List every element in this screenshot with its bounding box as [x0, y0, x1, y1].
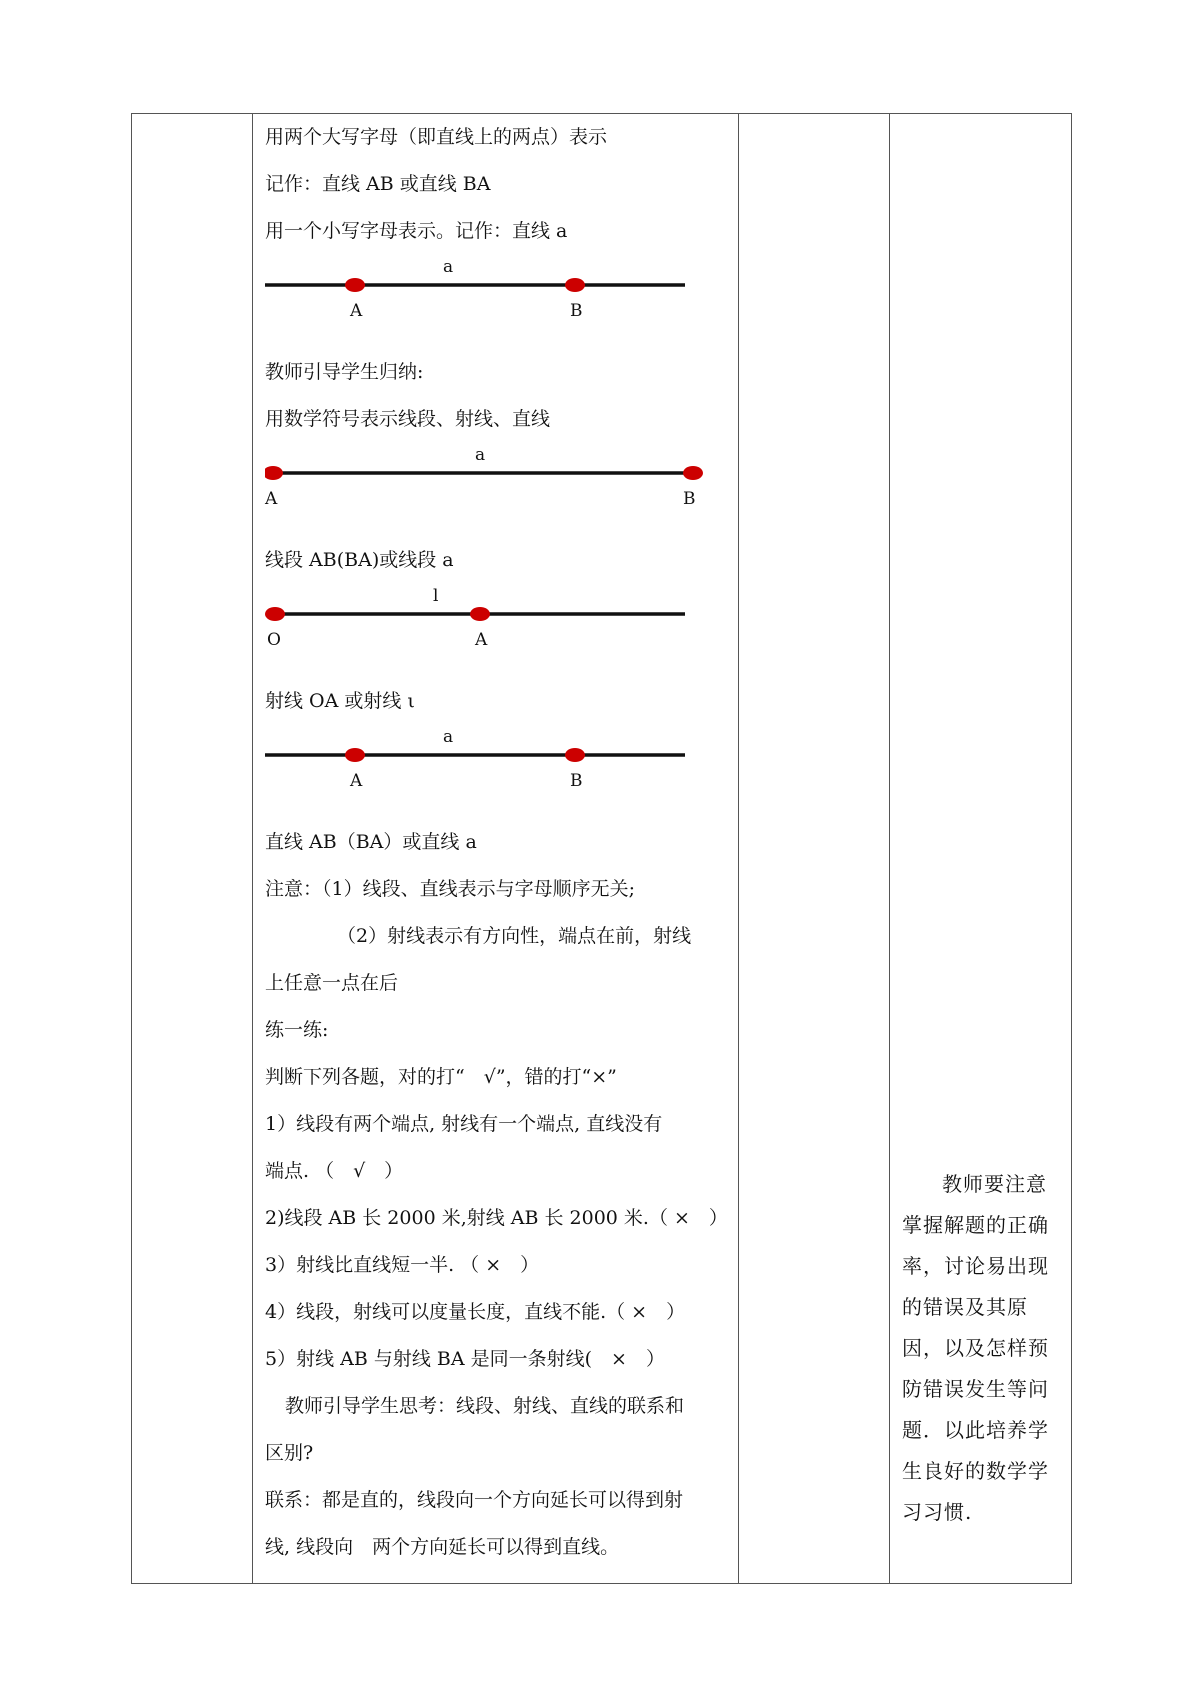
practice-item: 4）线段，射线可以度量长度，直线不能.（ × ） — [265, 1301, 686, 1323]
practice-item: 2)线段 AB 长 2000 米,射线 AB 长 2000 米.（ × ） — [265, 1207, 728, 1229]
line-label: a — [443, 257, 454, 277]
text-line: 用数学符号表示线段、射线、直线 — [265, 408, 551, 430]
practice-item: 5）射线 AB 与射线 BA 是同一条射线( × ） — [265, 1348, 665, 1370]
line-caption: 直线 AB（BA）或直线 a — [265, 831, 477, 853]
ray-caption: 射线 OA 或射线 ι — [265, 690, 415, 712]
point-label: B — [570, 771, 583, 791]
segment-label: a — [475, 445, 486, 465]
closing-line: 教师引导学生思考：线段、射线、直线的联系和 — [285, 1395, 685, 1417]
content-cell — [253, 114, 739, 1584]
note-line: 上任意一点在后 — [265, 972, 399, 994]
point-label: B — [683, 489, 696, 509]
empty-cell-middle — [739, 114, 890, 1584]
empty-cell-left — [132, 114, 253, 1584]
practice-title: 练一练: — [265, 1019, 329, 1041]
practice-item: 端点. （ √ ） — [265, 1160, 404, 1182]
point-label: A — [265, 489, 278, 509]
point-marker — [265, 607, 285, 621]
text-line: 用两个大写字母（即直线上的两点）表示 — [265, 126, 608, 148]
line-diagram-1 — [265, 255, 705, 349]
point-label: O — [267, 630, 281, 650]
closing-line: 线, 线段向 两个方向延长可以得到直线。 — [265, 1536, 620, 1558]
line-diagram-2 — [265, 725, 705, 819]
point-marker — [345, 278, 365, 292]
teacher-note-cell — [890, 114, 1072, 1584]
text-line: 记作：直线 AB 或直线 BA — [265, 173, 491, 195]
segment-diagram — [265, 443, 705, 537]
line-drawing — [265, 725, 705, 819]
teacher-note: 教师要注意掌握解题的正确率，讨论易出现的错误及其原因，以及怎样预防错误发生等问题．以此培养学生良好的数学学习习惯. — [902, 1172, 1049, 1524]
point-marker — [265, 466, 283, 480]
line-drawing — [265, 255, 705, 349]
lesson-table — [131, 113, 1072, 1584]
segment-caption: 线段 AB(BA)或线段 a — [265, 549, 454, 571]
line-label: a — [443, 727, 454, 747]
point-marker — [470, 607, 490, 621]
text-line: 用一个小写字母表示。记作：直线 a — [265, 220, 568, 242]
point-marker — [683, 466, 703, 480]
practice-instruction: 判断下列各题，对的打“ √”，错的打“×” — [265, 1066, 617, 1088]
note-line: 注意：（1）线段、直线表示与字母顺序无关; — [265, 878, 635, 900]
point-label: A — [350, 301, 363, 321]
closing-line: 联系：都是直的，线段向一个方向延长可以得到射 — [265, 1489, 684, 1511]
point-label: A — [475, 630, 488, 650]
text-line: 教师引导学生归纳: — [265, 361, 424, 383]
note-line: （2）射线表示有方向性，端点在前，射线 — [337, 925, 692, 947]
closing-line: 区别? — [265, 1442, 314, 1464]
ray-label: l — [433, 586, 439, 606]
point-label: A — [350, 771, 363, 791]
point-marker — [565, 748, 585, 762]
point-label: B — [570, 301, 583, 321]
point-marker — [565, 278, 585, 292]
ray-diagram — [265, 584, 705, 678]
practice-item: 3）射线比直线短一半. （ × ） — [265, 1254, 540, 1276]
point-marker — [345, 748, 365, 762]
practice-item: 1）线段有两个端点, 射线有一个端点, 直线没有 — [265, 1113, 663, 1135]
